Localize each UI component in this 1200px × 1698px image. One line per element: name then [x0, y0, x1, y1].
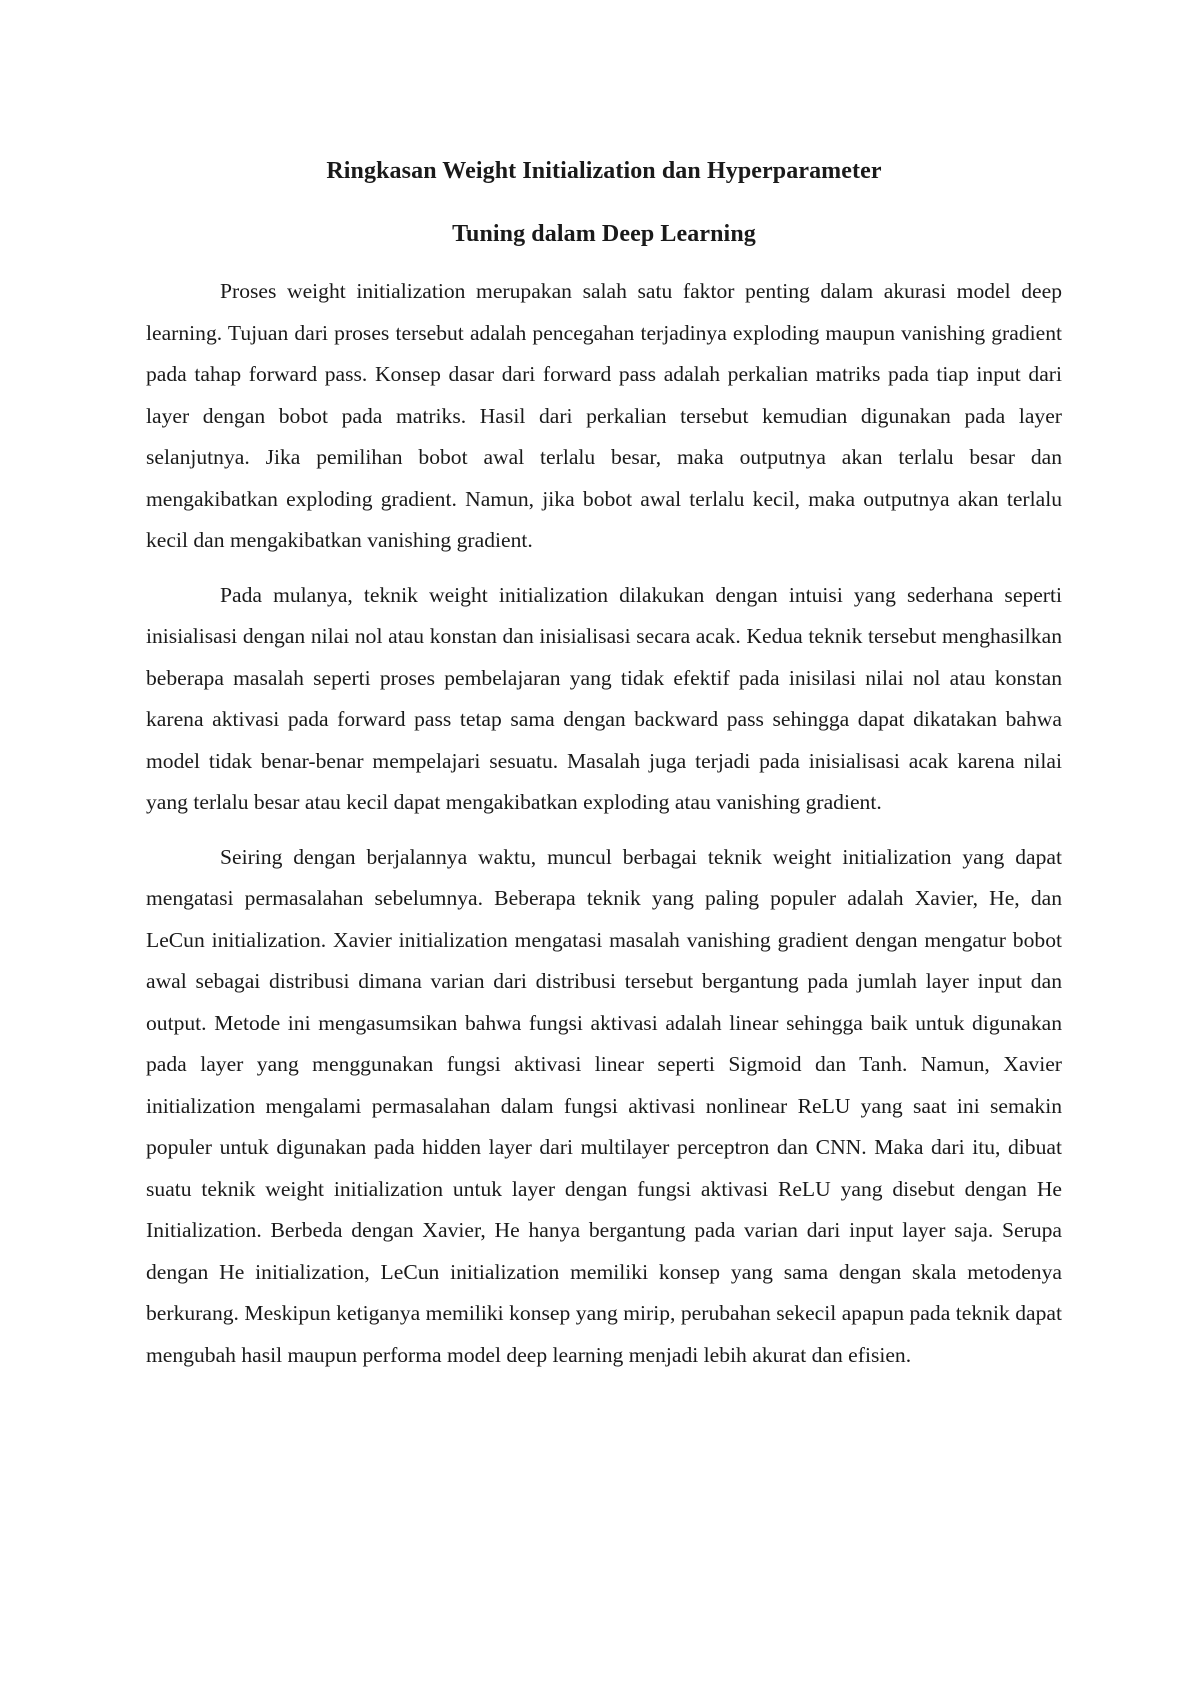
- paragraph-2: Pada mulanya, teknik weight initialization dilakukan dengan intuisi yang sederhana seperti inisialisasi dengan nilai nol atau konstan dan inisialisasi secara acak. Kedua teknik tersebut menghasilkan beberapa masalah seperti proses pembelajaran yang tidak efektif pada inisilasi nilai nol atau konstan karena aktivasi pada forward pass tetap sama dengan backward pass sehingga dapat dikatakan bahwa model tidak benar-benar mempelajari sesuatu. Masalah juga terjadi pada inisialisasi acak karena nilai yang terlalu besar atau kecil dapat mengakibatkan exploding atau vanishing gradient.: [146, 582, 1062, 814]
- paragraph-3: Seiring dengan berjalannya waktu, muncul berbagai teknik weight initialization yang dapat mengatasi permasalahan sebelumnya. Beberapa teknik yang paling populer adalah Xavier, He, dan LeCun initialization. Xavier initialization mengatasi masalah vanishing gradient dengan mengatur bobot awal sebagai distribusi dimana varian dari distribusi tersebut bergantung pada jumlah layer input dan output. Metode ini mengasumsikan bahwa fungsi aktivasi adalah linear sehingga baik untuk digunakan pada layer yang menggunakan fungsi aktivasi linear seperti Sigmoid dan Tanh. Namun, Xavier initialization mengalami permasalahan dalam fungsi aktivasi nonlinear ReLU yang saat ini semakin populer untuk digunakan pada hidden layer dari multilayer perceptron dan CNN. Maka dari itu, dibuat suatu teknik weight initialization untuk layer dengan fungsi aktivasi ReLU yang disebut dengan He Initialization. Berbeda dengan Xavier, He hanya bergantung pada varian dari input layer saja. Serupa dengan He initialization, LeCun initialization memiliki konsep yang sama dengan skala metodenya berkurang. Meskipun ketiganya memiliki konsep yang mirip, perubahan sekecil apapun pada teknik dapat mengubah hasil maupun performa model deep learning menjadi lebih akurat dan efisien.: [146, 844, 1062, 1367]
- title-line-2: Tuning dalam Deep Learning: [452, 221, 756, 247]
- paragraph-1: Proses weight initialization merupakan salah satu faktor penting dalam akurasi model deep learning. Tujuan dari proses tersebut adalah pencegahan terjadinya exploding maupun vanishing gradient pada tahap forward pass. Konsep dasar dari forward pass adalah perkalian matriks pada tiap input dari layer dengan bobot pada matriks. Hasil dari perkalian tersebut kemudian digunakan pada layer selanjutnya. Jika pemilihan bobot awal terlalu besar, maka outputnya akan terlalu besar dan mengakibatkan exploding gradient. Namun, jika bobot awal terlalu kecil, maka outputnya akan terlalu kecil dan mengakibatkan vanishing gradient.: [146, 279, 1062, 552]
- title-line-1: Ringkasan Weight Initialization dan Hyperparameter: [326, 158, 882, 184]
- document-body: [146, 271, 1062, 1389]
- document-title: [146, 140, 1062, 266]
